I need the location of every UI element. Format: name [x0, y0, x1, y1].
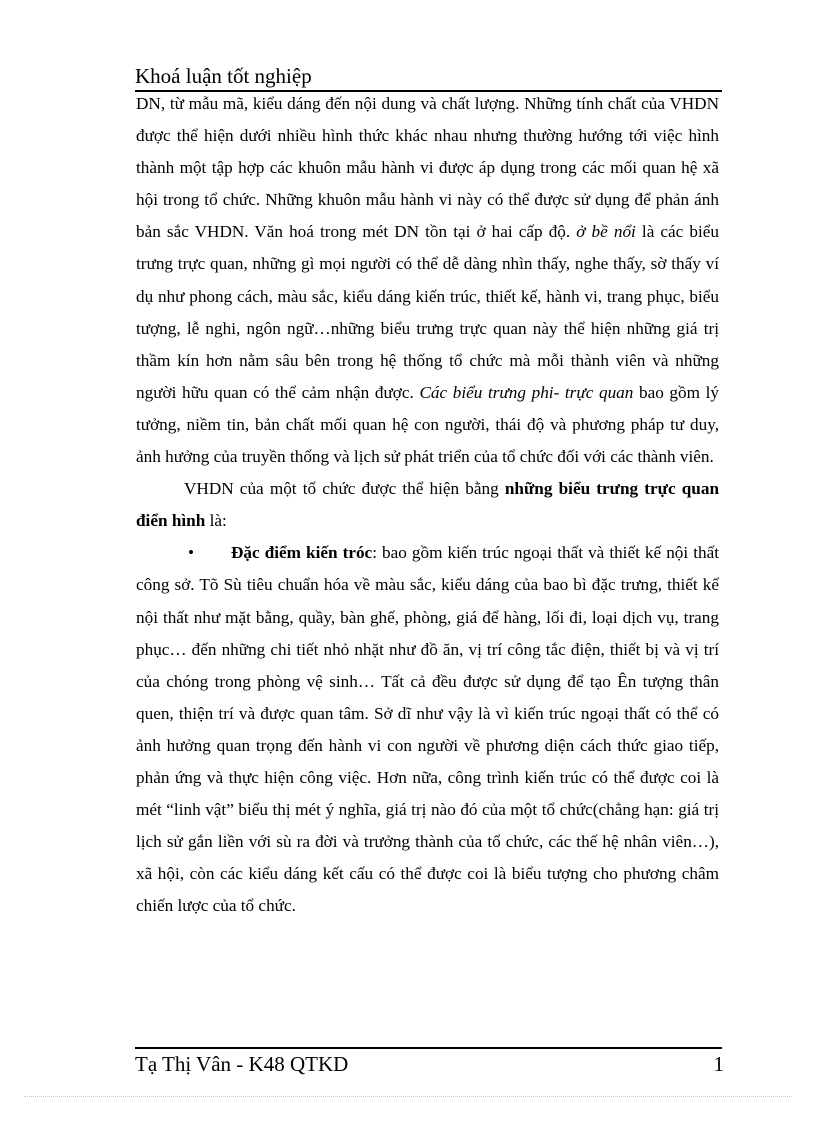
paragraph-1-italic-a: ở bề nổi: [576, 222, 636, 242]
bullet-title: Đặc điểm kiến tróc: [231, 543, 373, 563]
paragraph-1: [136, 88, 719, 473]
paragraph-2: [136, 473, 719, 537]
paragraph-2-text-a: VHDN của một tổ chức được thể hiện bằng: [184, 479, 499, 499]
bullet-marker: •: [187, 543, 195, 563]
paragraph-1-italic-b: Các biểu trưng phi- trực quan: [419, 382, 634, 402]
header-title: Khoá luận tốt nghiệp: [135, 64, 312, 88]
paragraph-1-text-b: là các biểu trưng trực quan, những gì mọi người có thể dễ dàng nhìn thấy, nghe thấy, sờ thấy ví dụ như phong cách, màu sắc, kiểu dáng kiến trúc, thiết kế, hành vi, trang phục, biểu tượng, lễ nghi, ngôn ngữ…những biểu trưng trực quan này thể hiện những giá trị thầm kín hơn nằm sâu bên trong hệ thống tổ chức mà mỗi thành viên và những người hữu quan có thể cảm nhận được.: [136, 222, 719, 402]
footer-divider: [135, 1047, 722, 1049]
page-edge: [24, 1096, 792, 1097]
paragraph-2-bold: những biểu trưng trực quan điển hình: [136, 479, 720, 531]
page-number: 1: [713, 1052, 724, 1076]
bullet-item-architecture: [136, 537, 719, 922]
paragraph-1-text-c: bao gồm lý tưởng, niềm tin, bản chất mối quan hệ con người, thái độ và phương pháp tư duy, ảnh hưởng của truyền thống và lịch sử phát triển của tổ chức đối với các thành viên.: [136, 382, 719, 467]
body-text: [136, 88, 719, 922]
paragraph-2-text-b: là:: [209, 511, 227, 531]
bullet-text: : bao gồm kiến trúc ngoại thất và thiết kế nội thất công sở. Tõ Sù tiêu chuẩn hóa về màu sắc, kiểu dáng của bao bì đặc trưng, thiết kế nội thất như mặt bằng, quầy, bàn ghế, phòng, giá để hàng, lối đi, loại dịch vụ, trang phục… đến những chi tiết nhỏ nhặt như đồ ăn, vị trí công tắc điện, thiết bị và vị trí của chóng trong phòng vệ sinh… Tất cả đều được sử dụng để tạo Ên tượng thân quen, thiện trí và được quan tâm. Sở dĩ như vậy là vì kiến trúc ngoại thất có thể có ảnh hưởng quan trọng đến hành vi con người về phương diện cách thức giao tiếp, phản ứng và thực hiện công việc. Hơn nữa, công trình kiến trúc có thể được coi là mét “linh vật” biểu thị mét ý nghĩa, giá trị nào đó của một tổ chức(chẳng hạn: giá trị lịch sử gắn liền với sù ra đời và trưởng thành của tổ chức, các thế hệ nhân viên…), xã hội, còn các kiểu dáng kết cấu có thể được coi là biểu tượng cho phương châm chiến lược của tổ chức.: [136, 543, 720, 916]
footer-author: Tạ Thị Vân - K48 QTKD: [135, 1052, 349, 1076]
paragraph-1-text-a: DN, từ mẫu mã, kiểu dáng đến nội dung và chất lượng. Những tính chất của VHDN được thể hiện dưới nhiều hình thức khác nhau nhưng thường hướng tới việc hình thành một tập hợp các khuôn mẫu hành vi được áp dụng trong các mối quan hệ xã hội trong tổ chức. Những khuôn mẫu hành vi này có thể được sử dụng để phản ánh bản sắc VHDN. Văn hoá trong mét DN tồn tại ở hai cấp độ.: [136, 94, 719, 242]
